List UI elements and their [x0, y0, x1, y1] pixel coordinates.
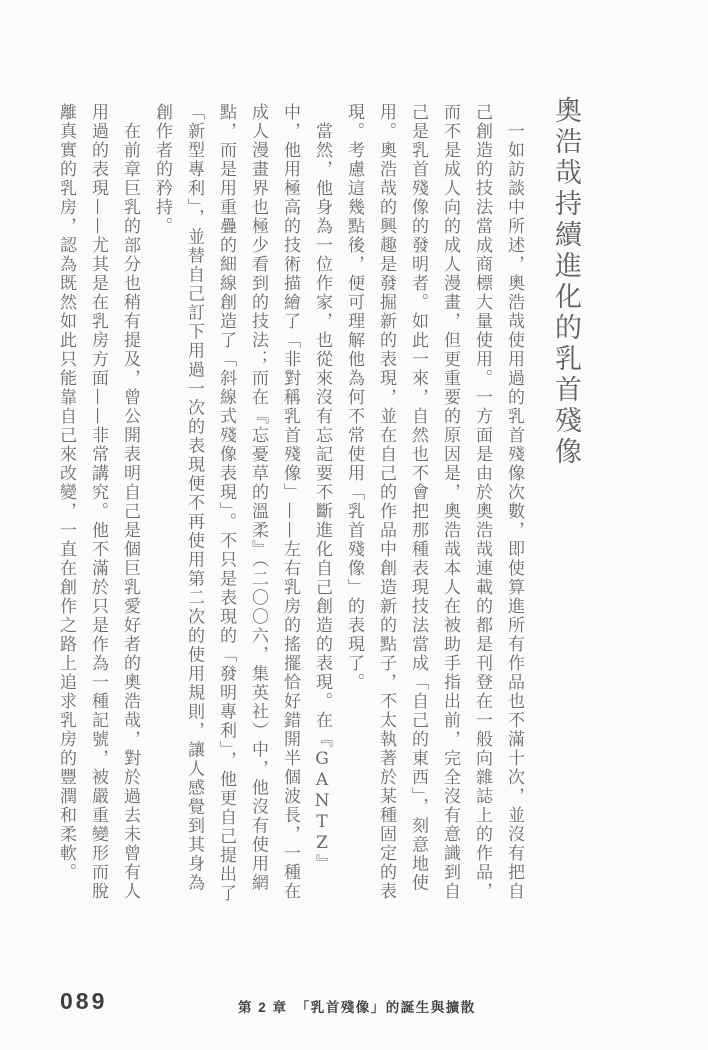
body-text-block [50, 103, 530, 903]
footer-chapter-label: 第 2 章 「乳首殘像」的誕生與擴散 [238, 1000, 476, 1015]
page-title: 奧浩哉持續進化的乳首殘像 [551, 96, 581, 468]
page-number: 089 [60, 988, 108, 1014]
body-paragraph: 當然，他身為一位作家，也從來沒有忘記要不斷進化自己創造的表現。在『GANTZ』中，他用極高的技術描繪了「非對稱乳首殘像」——左右乳房的搖擺恰好錯開半個波長，一種在成人漫畫界也極少看到的技法；而在『忘憂草的溫柔』（二〇〇六，集英社）中，他沒有使用網點，而是用重疊的細線創造了「斜線式殘像表現」。不只是表現的「發明專利」，他更自己提出了「新型專利」，並替自己訂下用過一次的表現便不再使用第二次的使用規則，讓人感覺到其身為創作者的矜持。 [152, 103, 332, 903]
body-paragraph: 在前章巨乳的部分也稍有提及，曾公開表明自己是個巨乳愛好者的奧浩哉，對於過去未曾有人用過的表現——尤其是在乳房方面——非常講究。他不滿於只是作為一種記號，被嚴重變形而脫離真實的乳房，認為既然如此只能靠自己來改變，一直在創作之路上追求乳房的豐潤和柔軟。 [56, 103, 140, 901]
body-paragraph: 一如訪談中所述，奧浩哉使用過的乳首殘像次數，即使算進所有作品也不滿十次，並沒有把自己創造的技法當成商標大量使用。一方面是由於奧浩哉連載的都是刊登在一般向雜誌上的作品，而不是成人向的成人漫畫，但更重要的原因是，奧浩哉本人在被助手指出前，完全沒有意識到自己是乳首殘像的發明者。如此一來，自然也不會把那種表現技法當成「自己的東西」，刻意地使用。奧浩哉的興趣是發掘新的表現，並在自己的作品中創造新的點子，不太執著於某種固定的表現。考慮這幾點後，便可理解他為何不常使用「乳首殘像」的表現了。 [344, 103, 524, 901]
